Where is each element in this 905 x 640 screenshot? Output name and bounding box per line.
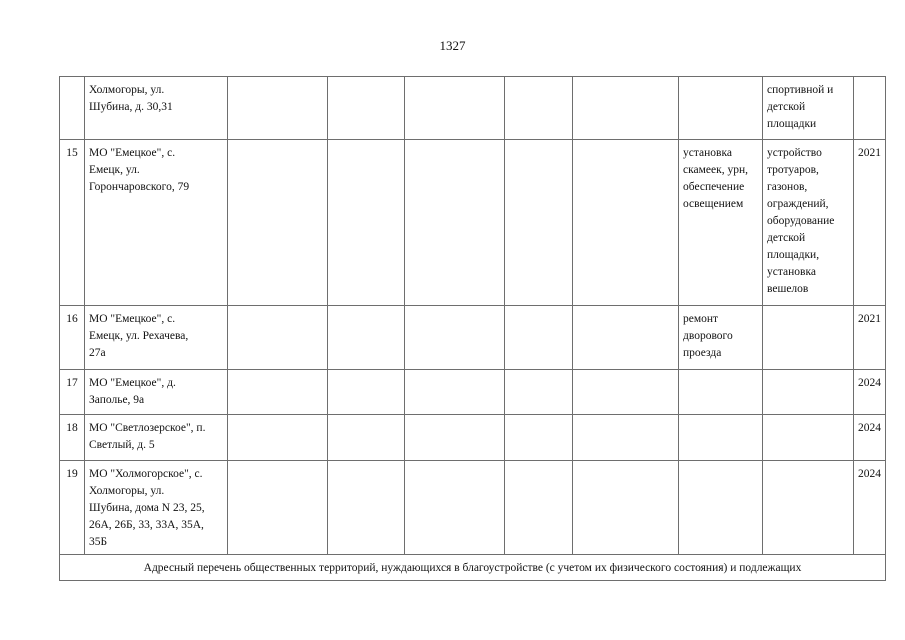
row-number: 15 bbox=[60, 140, 85, 306]
data-cell bbox=[228, 370, 328, 415]
year-cell: 2024 bbox=[854, 370, 886, 415]
data-cell bbox=[328, 461, 405, 555]
data-cell bbox=[505, 77, 573, 140]
table-row bbox=[60, 140, 886, 306]
row-number: 19 bbox=[60, 461, 85, 555]
section-heading-row bbox=[60, 555, 886, 581]
data-cell bbox=[505, 415, 573, 461]
data-cell bbox=[573, 306, 679, 370]
table-row bbox=[60, 415, 886, 461]
data-cell bbox=[328, 77, 405, 140]
table-body bbox=[60, 77, 886, 581]
data-cell bbox=[228, 77, 328, 140]
data-cell bbox=[573, 461, 679, 555]
data-cell bbox=[328, 306, 405, 370]
data-cell bbox=[228, 140, 328, 306]
data-cell bbox=[573, 77, 679, 140]
table-row bbox=[60, 77, 886, 140]
data-cell bbox=[405, 370, 505, 415]
address-cell: МО "Емецкое", с. Емецк, ул. Рехачева, 27а bbox=[85, 306, 228, 370]
data-cell bbox=[405, 77, 505, 140]
year-cell: 2021 bbox=[854, 140, 886, 306]
additional-works-cell bbox=[763, 306, 854, 370]
address-cell: МО "Емецкое", с. Емецк, ул. Горончаровского, 79 bbox=[85, 140, 228, 306]
year-cell: 2024 bbox=[854, 461, 886, 555]
minimum-works-cell bbox=[679, 415, 763, 461]
additional-works-cell: спортивной и детской площадки bbox=[763, 77, 854, 140]
data-cell bbox=[228, 306, 328, 370]
minimum-works-cell: ремонт дворового проезда bbox=[679, 306, 763, 370]
section-heading: Адресный перечень общественных территорий, нуждающихся в благоустройстве (с учетом их физического состояния) и подлежащих bbox=[60, 555, 886, 581]
row-number: 18 bbox=[60, 415, 85, 461]
data-cell bbox=[405, 415, 505, 461]
minimum-works-cell bbox=[679, 370, 763, 415]
data-cell bbox=[573, 370, 679, 415]
year-cell: 2024 bbox=[854, 415, 886, 461]
data-cell bbox=[573, 415, 679, 461]
data-cell bbox=[228, 461, 328, 555]
address-cell: Холмогоры, ул. Шубина, д. 30,31 bbox=[85, 77, 228, 140]
data-cell bbox=[328, 370, 405, 415]
data-cell bbox=[328, 415, 405, 461]
data-cell bbox=[228, 415, 328, 461]
table-row bbox=[60, 306, 886, 370]
year-cell: 2021 bbox=[854, 306, 886, 370]
row-number: 16 bbox=[60, 306, 85, 370]
additional-works-cell bbox=[763, 370, 854, 415]
data-cell bbox=[405, 461, 505, 555]
minimum-works-cell bbox=[679, 461, 763, 555]
address-cell: МО "Холмогорское", с. Холмогоры, ул. Шубина, дома N 23, 25, 26А, 26Б, 33, 33А, 35А, 35Б bbox=[85, 461, 228, 555]
additional-works-cell bbox=[763, 461, 854, 555]
territory-table bbox=[59, 76, 886, 581]
table-row bbox=[60, 370, 886, 415]
address-cell: МО "Светлозерское", п. Светлый, д. 5 bbox=[85, 415, 228, 461]
year-cell bbox=[854, 77, 886, 140]
row-number bbox=[60, 77, 85, 140]
minimum-works-cell: установка скамеек, урн, обеспечение освещением bbox=[679, 140, 763, 306]
table-row bbox=[60, 461, 886, 555]
row-number: 17 bbox=[60, 370, 85, 415]
additional-works-cell bbox=[763, 415, 854, 461]
page-number: 1327 bbox=[439, 38, 466, 53]
data-cell bbox=[405, 140, 505, 306]
data-cell bbox=[505, 370, 573, 415]
data-cell bbox=[505, 306, 573, 370]
data-cell bbox=[505, 461, 573, 555]
data-cell bbox=[505, 140, 573, 306]
data-cell bbox=[328, 140, 405, 306]
minimum-works-cell bbox=[679, 77, 763, 140]
data-cell bbox=[573, 140, 679, 306]
additional-works-cell: устройство тротуаров, газонов, ограждений, оборудование детской площадки, установка вешелов bbox=[763, 140, 854, 306]
address-cell: МО "Емецкое", д. Заполье, 9а bbox=[85, 370, 228, 415]
data-cell bbox=[405, 306, 505, 370]
